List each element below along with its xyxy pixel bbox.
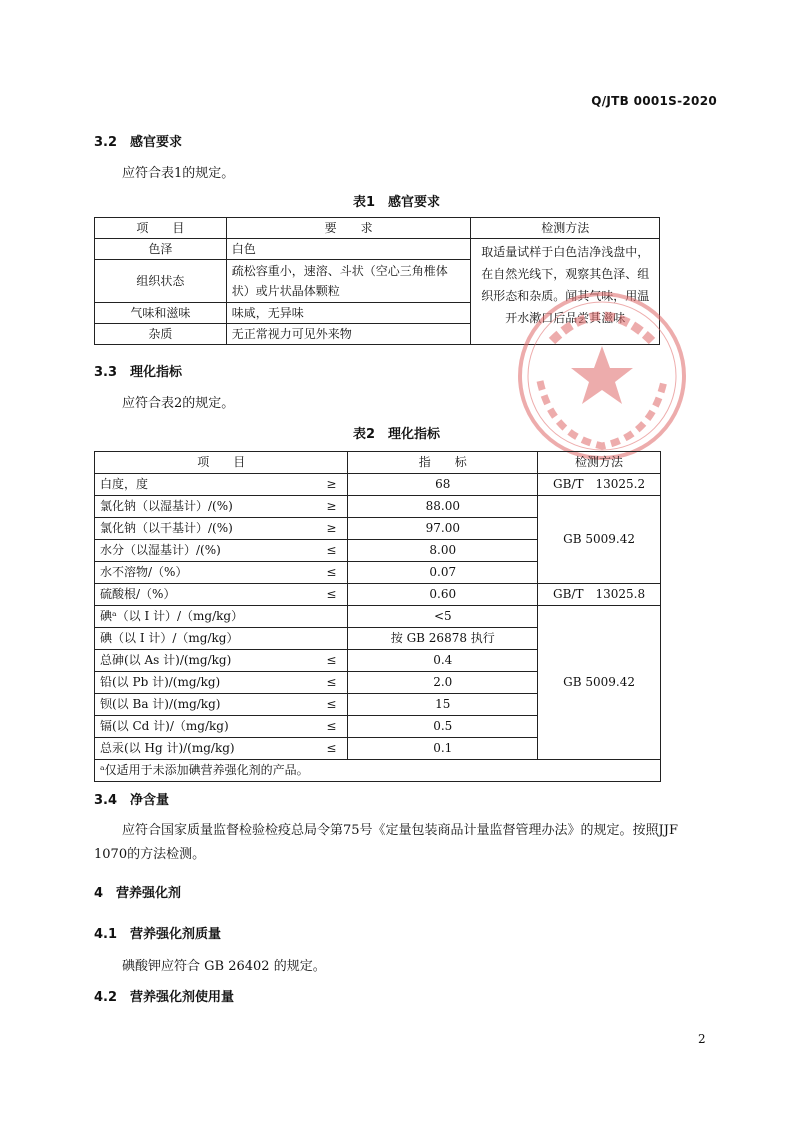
item-label: 白度，度 — [100, 477, 149, 491]
item-label: 氯化钠（以干基计）/(%) — [100, 521, 233, 535]
document-id: Q/JTB 0001S-2020 — [591, 94, 717, 108]
table-header-cell: 检测方法 — [471, 218, 660, 239]
item-label: 总砷(以 As 计)/(mg/kg) — [100, 653, 232, 667]
comparison-symbol: ≤ — [326, 543, 337, 557]
section-title: 理化指标 — [130, 365, 183, 380]
table-cell — [95, 672, 348, 694]
section-number: 4 — [94, 886, 104, 901]
table-header-cell: 指 标 — [348, 452, 538, 474]
comparison-symbol: ≤ — [326, 675, 337, 689]
table-cell: 无正常视力可见外来物 — [226, 324, 471, 345]
table-row — [95, 606, 661, 628]
table-note: ᵃ仅适用于未添加碘营养强化剂的产品。 — [95, 760, 661, 782]
section-number: 3.4 — [94, 793, 118, 808]
table-cell: 88.00 — [348, 496, 538, 518]
table-row — [95, 496, 661, 518]
table-header-cell: 项 目 — [95, 218, 227, 239]
comparison-symbol: ≥ — [326, 499, 337, 513]
item-label: 碘（以 I 计）/（mg/kg） — [100, 631, 239, 645]
section-number: 3.3 — [94, 365, 118, 380]
table-header-row — [95, 452, 661, 474]
table2-caption: 表2 理化指标 — [352, 427, 441, 442]
section-3-2-heading — [94, 131, 182, 150]
section-number: 3.2 — [94, 135, 118, 150]
table-cell — [95, 474, 348, 496]
table-cell: 97.00 — [348, 518, 538, 540]
table-cell: 味咸，无异味 — [226, 303, 471, 324]
item-label: 硫酸根/（%） — [100, 587, 176, 601]
comparison-symbol: ≤ — [326, 653, 337, 667]
table-cell — [95, 540, 348, 562]
comparison-symbol: ≤ — [326, 741, 337, 755]
table-header-cell: 检测方法 — [538, 452, 661, 474]
table-cell: 按 GB 26878 执行 — [348, 628, 538, 650]
table-row — [95, 239, 660, 260]
comparison-symbol: ≤ — [326, 697, 337, 711]
table-cell: 组织状态 — [95, 260, 227, 303]
table1-caption: 表1 感官要求 — [352, 195, 441, 210]
table-cell — [95, 716, 348, 738]
table-cell: 2.0 — [348, 672, 538, 694]
method-cell: GB/T 13025.8 — [538, 584, 661, 606]
item-label: 铅(以 Pb 计)/(mg/kg) — [100, 675, 221, 689]
item-label: 镉(以 Cd 计)/（mg/kg) — [100, 719, 229, 733]
method-cell: GB/T 13025.2 — [538, 474, 661, 496]
comparison-symbol: ≤ — [326, 587, 337, 601]
table-row — [95, 584, 661, 606]
item-label: 氯化钠（以湿基计）/(%) — [100, 499, 233, 513]
section-4-2-heading — [94, 986, 234, 1005]
table-cell — [95, 606, 348, 628]
table-cell: <5 — [348, 606, 538, 628]
table-cell — [95, 496, 348, 518]
section-4-1-text: 碘酸钾应符合 GB 26402 的规定。 — [122, 959, 326, 974]
table-cell — [95, 738, 348, 760]
table-cell: 68 — [348, 474, 538, 496]
table-row — [95, 474, 661, 496]
section-title: 营养强化剂使用量 — [130, 990, 235, 1005]
section-4-1-heading — [94, 923, 221, 942]
table-cell — [95, 694, 348, 716]
item-label: 总汞(以 Hg 计)/(mg/kg) — [100, 741, 235, 755]
table-header-cell: 项 目 — [95, 452, 348, 474]
table1-method-cell: 取适量试样于白色洁净浅盘中，在自然光线下，观察其色泽、组织形态和杂质。闻其气味，用温开水漱口后品尝其滋味 — [471, 239, 660, 345]
table-cell: 0.4 — [348, 650, 538, 672]
table-header-cell: 要 求 — [226, 218, 471, 239]
table-cell: 0.07 — [348, 562, 538, 584]
section-3-4-text: 应符合国家质量监督检验检疫总局令第75号《定量包装商品计量监督管理办法》的规定。按照JJF 1070的方法检测。 — [94, 823, 678, 862]
section-3-3-text: 应符合表2的规定。 — [122, 396, 235, 411]
table-cell: 杂质 — [95, 324, 227, 345]
table-cell: 气味和滋味 — [95, 303, 227, 324]
item-label: 碘ᵃ（以 I 计）/（mg/kg） — [100, 609, 244, 623]
table-cell — [95, 562, 348, 584]
method-cell: GB 5009.42 — [538, 496, 661, 584]
section-number: 4.1 — [94, 927, 118, 942]
method-cell: GB 5009.42 — [538, 606, 661, 760]
section-4-heading — [94, 882, 181, 901]
table-cell: 色泽 — [95, 239, 227, 260]
section-title: 营养强化剂质量 — [130, 927, 222, 942]
item-label: 水不溶物/（%） — [100, 565, 188, 579]
table-cell: 15 — [348, 694, 538, 716]
section-3-2-text: 应符合表1的规定。 — [122, 166, 235, 181]
table-cell: 0.60 — [348, 584, 538, 606]
table-cell — [95, 628, 348, 650]
comparison-symbol: ≤ — [326, 565, 337, 579]
table-cell: 8.00 — [348, 540, 538, 562]
page-number: 2 — [698, 1032, 706, 1046]
comparison-symbol: ≥ — [326, 521, 337, 535]
section-3-4-heading — [94, 789, 169, 808]
table-header-row — [95, 218, 660, 239]
section-3-3-heading — [94, 361, 182, 380]
table-cell — [95, 650, 348, 672]
table-cell: 0.5 — [348, 716, 538, 738]
table2 — [94, 451, 661, 782]
table-cell: 疏松容重小，速溶、斗状（空心三角椎体状）或片状晶体颗粒 — [226, 260, 471, 303]
section-number: 4.2 — [94, 990, 118, 1005]
section-title: 净含量 — [130, 793, 170, 808]
item-label: 水分（以湿基计）/(%) — [100, 543, 221, 557]
comparison-symbol: ≤ — [326, 719, 337, 733]
section-title: 营养强化剂 — [116, 886, 182, 901]
table-cell: 白色 — [226, 239, 471, 260]
table-cell — [95, 518, 348, 540]
table-note-row — [95, 760, 661, 782]
section-title: 感官要求 — [130, 135, 183, 150]
table-cell: 0.1 — [348, 738, 538, 760]
table-cell — [95, 584, 348, 606]
item-label: 钡(以 Ba 计)/(mg/kg) — [100, 697, 221, 711]
comparison-symbol: ≥ — [326, 477, 337, 491]
